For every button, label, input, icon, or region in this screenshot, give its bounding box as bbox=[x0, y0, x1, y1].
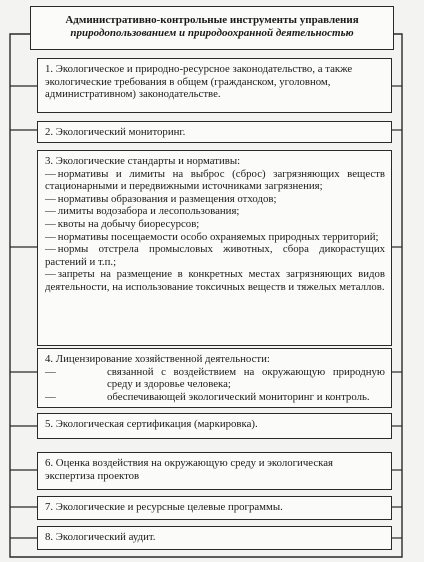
list-item: — нормативы и лимиты на выброс (сброс) загрязняющих веществ стационарными и передвижными источниками загрязнения; bbox=[45, 168, 385, 193]
item-monitoring bbox=[37, 121, 392, 143]
item-text: 8. Экологический аудит. bbox=[45, 531, 156, 543]
standards-list bbox=[45, 168, 385, 294]
title-line-2: природопользованием и природоохранной деятельностью bbox=[70, 27, 354, 39]
list-item: — запреты на размещение в конкретных местах загрязняющих видов деятельности, на использование токсичных веществ и тяжелых металлов. bbox=[45, 268, 385, 293]
list-item: — нормативы посещаемости особо охраняемых природных территорий; bbox=[45, 231, 385, 244]
list-item: — лимиты водозабора и лесопользования; bbox=[45, 205, 385, 218]
item-text: 5. Экологическая сертификация (маркировка). bbox=[45, 418, 258, 430]
item-impact-assessment bbox=[37, 452, 392, 490]
item-target-programs bbox=[37, 496, 392, 520]
item-heading: 3. Экологические стандарты и нормативы: bbox=[45, 155, 241, 167]
item-standards bbox=[37, 150, 392, 346]
list-item: — нормативы образования и размещения отходов; bbox=[45, 193, 385, 206]
item-audit bbox=[37, 526, 392, 550]
list-item: — квоты на добычу биоресурсов; bbox=[45, 218, 385, 231]
list-item: — связанной с воздействием на окружающую природную среду и здоровье человека; bbox=[45, 366, 385, 391]
item-text: 7. Экологические и ресурсные целевые программы. bbox=[45, 501, 283, 513]
list-item: — нормы отстрела промысловых животных, сбора дикорастущих растений и т.п.; bbox=[45, 243, 385, 268]
item-licensing bbox=[37, 348, 392, 408]
licensing-list bbox=[45, 366, 385, 404]
list-item: — обеспечивающей экологический мониторинг и контроль. bbox=[45, 391, 385, 404]
title-line-1: Административно-контрольные инструменты управления bbox=[65, 14, 359, 26]
item-text: 2. Экологический мониторинг. bbox=[45, 126, 186, 138]
item-heading: 4. Лицензирование хозяйственной деятельности: bbox=[45, 353, 270, 365]
item-text: 1. Экологическое и природно-ресурсное законодательство, а также экологические требования в общем (гражданском, уголовном, административном) законодательстве. bbox=[45, 63, 353, 101]
item-text: 6. Оценка воздействия на окружающую среду и экологическая экспертиза проектов bbox=[45, 457, 333, 482]
diagram-title bbox=[30, 6, 394, 50]
item-certification bbox=[37, 413, 392, 439]
item-legislation bbox=[37, 58, 392, 113]
